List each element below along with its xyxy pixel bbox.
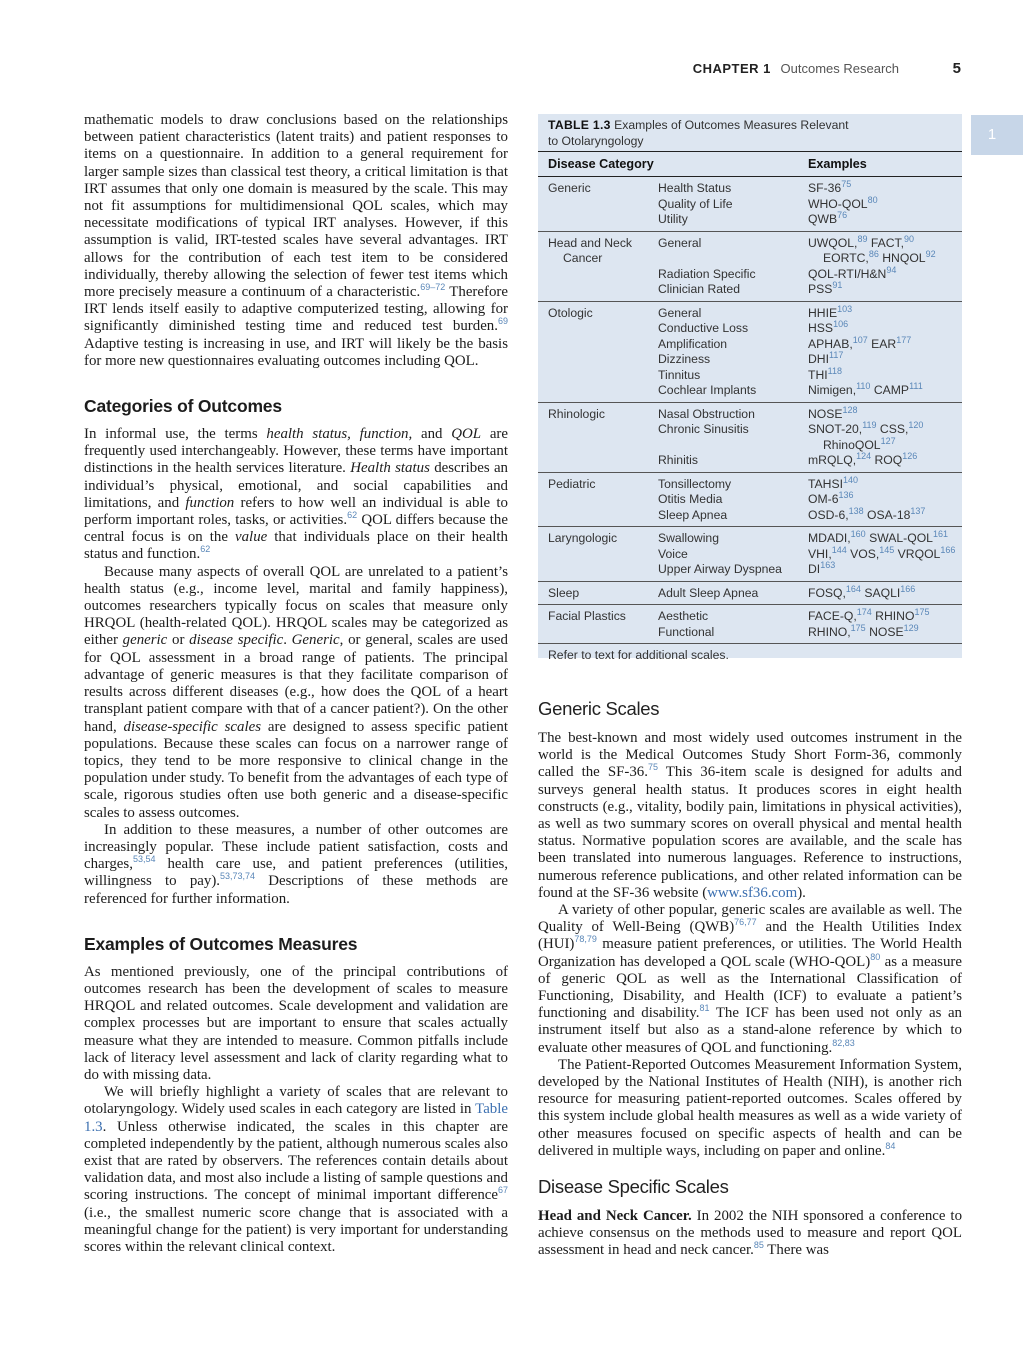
text: describes an individual’s physical, emotional, and social capabilities and limitations, and xyxy=(84,460,508,511)
citation[interactable]: 62 xyxy=(347,510,358,521)
subcategory-cell: Quality of Life xyxy=(658,196,733,211)
table-line xyxy=(538,279,962,298)
category-cell: Head and Neck xyxy=(548,235,633,250)
examples-cell xyxy=(808,365,842,382)
subcategory-cell: Swallowing xyxy=(658,531,719,545)
table-row-group xyxy=(538,177,962,232)
table-line xyxy=(538,528,962,547)
examples-cell xyxy=(823,435,896,452)
citation[interactable]: 69 xyxy=(497,316,508,327)
subcategory-cell: Cochlear Implants xyxy=(658,383,757,397)
citation: 80 xyxy=(867,194,878,205)
table-caption xyxy=(538,114,962,151)
subcategory-cell: Clinician Rated xyxy=(658,282,740,296)
text: A variety of other popular, generic scales are available as well. The Quality of Well-Being (QWB) xyxy=(538,902,962,936)
scale-name: OSD-6, xyxy=(808,507,849,522)
run-in-heading: Head and Neck Cancer. xyxy=(538,1208,692,1225)
table-line xyxy=(538,505,962,524)
paragraph xyxy=(84,112,508,370)
paragraph: As mentioned previously, one of the principal contributions of outcomes research has been the development of scales to measure HRQOL and related outcomes. Scale development and validation are complex processes but are important to ensure that scales actually measure what they are intended to measure. Common pitfalls include lack of literacy level assessment and lack of clarity regarding what to do with missing data. xyxy=(84,963,508,1083)
scale-name: HHIE xyxy=(808,305,838,320)
examples-cell xyxy=(808,583,916,600)
citation[interactable]: 82,83 xyxy=(832,1037,855,1048)
examples-cell xyxy=(808,334,912,351)
citation: 136 xyxy=(838,489,854,500)
examples-cell xyxy=(808,559,836,576)
table-row-group xyxy=(538,302,962,403)
category-cell: Laryngologic xyxy=(548,531,618,545)
citation: 127 xyxy=(880,435,896,446)
citation: 86 xyxy=(868,248,879,259)
citation: 120 xyxy=(908,419,924,430)
category-cell: Facial Plastics xyxy=(548,609,626,623)
paragraph xyxy=(84,1084,508,1256)
table-line xyxy=(538,404,962,423)
citation: 111 xyxy=(909,380,923,391)
examples-cell xyxy=(808,178,852,195)
text: as a measure of generic QOL as well as the International Classification of Functioning, Disability, and Health (ICF) to evaluate a patient’s functioning and disability. xyxy=(538,953,962,1022)
scale-name: VOS, xyxy=(846,546,880,561)
paragraph xyxy=(538,1057,962,1160)
subcategory-cell: Rhinitis xyxy=(658,453,698,467)
citation: 138 xyxy=(848,505,864,516)
term: value xyxy=(235,529,268,546)
table-line xyxy=(538,583,962,602)
examples-cell xyxy=(808,349,844,366)
text: . Unless otherwise indicated, the scales in this chapter are completed independently by the patient, although numerous scales also exist that are rated by observers. The references contain details about validation data, and most also include a listing of sample questions and scoring instructions. The concept of minimal important difference xyxy=(84,1118,508,1204)
examples-cell xyxy=(808,318,849,335)
category-cell: Otologic xyxy=(548,305,593,320)
table-line xyxy=(538,178,962,197)
category-cell: Sleep xyxy=(548,585,580,600)
scale-name: EAR xyxy=(867,336,897,351)
citation[interactable]: 85 xyxy=(753,1240,764,1251)
table-line xyxy=(538,233,962,252)
subcategory-cell: Functional xyxy=(658,624,715,639)
examples-cell xyxy=(808,474,859,491)
text: The Patient-Reported Outcomes Measurement Information System, developed by the National Institutes of Health (NIH), is another rich resource for measuring patient-reported outcomes. Scales offered by this system include global health measures as well as a wide variety of other measures focused on specific aspects of health and can be delivered in multiple ways, including on paper and online. xyxy=(538,1056,962,1159)
table-line xyxy=(538,209,962,228)
subcategory-cell: Tinnitus xyxy=(658,367,701,382)
column-header-category: Disease Category xyxy=(548,157,654,171)
citation: 164 xyxy=(845,583,861,594)
examples-cell xyxy=(808,209,848,226)
text: Therefore IRT lends itself easily to adaptive computerized testing, allowing for significantly diminished testing time and reduced test burden. xyxy=(84,284,508,335)
chapter-label: CHAPTER 1 xyxy=(692,61,771,76)
text: , or general, scales are used for QOL assessment in a broad range of patients. The principal advantage of generic measures is that they facilitate comparison of results across different diseases (e.g., how does the QOL of a heart transplant patient compare with that of a cancer patient?). On the other hand, xyxy=(84,632,508,735)
section-heading-disease-specific: Disease Specific Scales xyxy=(538,1176,729,1198)
table-line xyxy=(538,334,962,353)
citation: 126 xyxy=(902,450,918,461)
subcategory-cell: Chronic Sinusitis xyxy=(658,422,749,436)
scale-name: QWB xyxy=(808,212,838,226)
examples-cell xyxy=(808,233,915,250)
paragraph xyxy=(84,426,508,564)
citation[interactable]: 76,77 xyxy=(734,917,757,928)
citation: 110 xyxy=(856,380,871,391)
citation[interactable]: 69–72 xyxy=(420,282,446,293)
scale-name: HSS xyxy=(808,321,834,335)
scale-name: RHINO, xyxy=(808,624,851,639)
text: and the Health Utilities Index (HUI) xyxy=(538,919,962,953)
citation[interactable]: 67 xyxy=(497,1185,508,1196)
term: Health status xyxy=(350,460,430,477)
subcategory-cell: Aesthetic xyxy=(658,609,709,623)
scale-name: NOSE xyxy=(808,406,843,421)
scale-name: RHINO xyxy=(871,609,915,623)
table-caption-line2: to Otolaryngology xyxy=(548,133,644,148)
paragraph xyxy=(538,1208,962,1260)
table-line xyxy=(538,544,962,563)
category-cell: Rhinologic xyxy=(548,406,605,421)
table-line xyxy=(538,474,962,493)
examples-cell xyxy=(808,489,854,506)
term: disease-specific scales xyxy=(123,718,262,735)
scale-name: WHO-QOL xyxy=(808,196,868,211)
scale-name: VRQOL xyxy=(894,546,941,561)
text: measure patient preferences, or utilities. The World Health Organization has developed a QOL scale (WHO-QOL) xyxy=(538,936,962,970)
paragraph xyxy=(538,730,962,902)
text: The best-known and most widely used outcomes instrument in the world is the Medical Outcomes Study Short Form-36, commonly called the SF-36. xyxy=(538,730,962,781)
subcategory-cell: Adult Sleep Apnea xyxy=(658,585,759,600)
page-number: 5 xyxy=(952,60,961,77)
table-line xyxy=(538,303,962,322)
scale-name: OSA-18 xyxy=(863,507,911,522)
term: QOL xyxy=(451,426,482,443)
table-row-group xyxy=(538,403,962,473)
scale-name: OM-6 xyxy=(808,492,839,506)
scale-name: NOSE xyxy=(865,624,904,639)
scale-name: TAHSI xyxy=(808,476,843,491)
term: function xyxy=(185,494,235,511)
table-link[interactable]: Table 1.3 xyxy=(84,1101,508,1135)
text: that individuals place on their health status and function. xyxy=(84,529,508,563)
running-header xyxy=(693,60,961,77)
scale-name: PSS xyxy=(808,282,833,296)
scale-name: VHI, xyxy=(808,546,832,561)
text: The ICF has been used not only as an instrument itself but also as a stand-alone reference by which to evaluate other measures of QOL and functioning. xyxy=(538,1005,962,1056)
subcategory-cell: General xyxy=(658,235,702,250)
text: or xyxy=(167,632,190,649)
citation[interactable]: 84 xyxy=(885,1140,896,1151)
examples-cell xyxy=(808,419,924,436)
subcategory-cell: Dizziness xyxy=(658,352,711,366)
subcategory-cell: Tonsillectomy xyxy=(658,476,732,491)
citation: 177 xyxy=(896,334,912,345)
table-line xyxy=(538,622,962,641)
text: ). xyxy=(797,884,806,901)
citation: 175 xyxy=(850,622,866,633)
table-line xyxy=(538,435,962,454)
text: Descriptions of these methods are referenced for further information. xyxy=(84,873,508,907)
subcategory-cell: Upper Airway Dyspnea xyxy=(658,562,782,576)
text: and xyxy=(412,426,452,443)
citation: 128 xyxy=(842,404,858,415)
citation[interactable]: 80 xyxy=(870,951,881,962)
text: are designed to assess specific patient populations. Because these scales can focus on a narrower range of topics, they tend to be more responsive to clinical change in the population under study. To benefit from the advantages of each type of scale, rigorous studies often use both generic and a disease-specific scales to assess outcomes. xyxy=(84,718,509,821)
scale-name: QOL-RTI/H&N xyxy=(808,266,887,281)
text: Because many aspects of overall QOL are unrelated to a patient’s health status (e.g., income level, marital and family happiness), outcomes researchers typically focus on scales that measure only HRQOL (health-related QOL). HRQOL scales may be categorized as either xyxy=(84,563,508,649)
section-heading-examples: Examples of Outcomes Measures xyxy=(84,933,358,954)
text: . xyxy=(283,632,292,649)
table-line xyxy=(538,380,962,399)
table-line xyxy=(538,419,962,438)
citation[interactable]: 78,79 xyxy=(574,934,597,945)
subcategory-cell: Nasal Obstruction xyxy=(658,406,755,421)
thumb-tab-number: 1 xyxy=(987,126,997,143)
citation: 175 xyxy=(914,606,930,617)
citation: 129 xyxy=(903,622,919,633)
citation: 90 xyxy=(904,233,915,244)
examples-cell xyxy=(808,622,919,639)
examples-cell xyxy=(808,450,918,467)
table-label: TABLE 1.3 xyxy=(548,118,611,132)
scale-name: SWAL-QOL xyxy=(865,531,933,545)
text: health care use, and patient preferences (utilities, willingness to pay). xyxy=(84,856,508,890)
citation: 119 xyxy=(862,419,877,430)
scale-name: SNOT-20, xyxy=(808,422,863,436)
text: We will briefly highlight a variety of scales that are relevant to otolaryngology. Widely used scales in each category are listed in xyxy=(84,1084,508,1118)
scale-name: DI xyxy=(808,562,821,576)
scale-name: MDADI, xyxy=(808,531,851,545)
table-caption-line1: Examples of Outcomes Measures Relevant xyxy=(614,118,849,132)
citation[interactable]: 62 xyxy=(200,544,211,555)
term: Generic xyxy=(291,632,340,649)
examples-cell xyxy=(808,194,878,211)
examples-cell xyxy=(808,606,930,623)
text: This 36-item scale is designed for adults and surveys general health status. It produces scores in eight health constructs (e.g., vitality, bodily pain, limitations in physical activities), as well as two summary scores on overall physical and mental health status. Normative population scores are available, and the scale has been translated into numerous languages. Reference to instructions, numerous reference publications, and other related information can be found at the SF-36 website ( xyxy=(538,764,962,901)
table-line xyxy=(538,606,962,625)
citation: 75 xyxy=(841,178,852,189)
citation: 106 xyxy=(833,318,849,329)
text: are frequently used interchangeably. However, these terms have important distinctions in the health services literature. xyxy=(84,426,508,477)
examples-cell xyxy=(808,380,923,397)
category-cell-cont: Cancer xyxy=(563,251,603,265)
scale-name: HNQOL xyxy=(878,251,926,265)
examples-cell xyxy=(808,279,843,296)
citation[interactable]: 53,54 xyxy=(132,854,156,865)
category-cell: Pediatric xyxy=(548,476,596,491)
scale-name: EORTC, xyxy=(823,251,869,265)
examples-cell xyxy=(808,404,858,421)
paragraph xyxy=(84,564,508,822)
term: health status, function, xyxy=(266,426,413,443)
citation: 107 xyxy=(852,334,868,345)
term: generic xyxy=(122,632,168,649)
text: In addition to these measures, a number of other outcomes are increasingly popular. These include patient satisfaction, costs and charges, xyxy=(84,821,508,873)
citation: 103 xyxy=(837,303,853,314)
examples-cell xyxy=(808,264,897,281)
scale-name: THI xyxy=(808,367,828,382)
table-line xyxy=(538,559,962,578)
table-line xyxy=(538,365,962,384)
citation[interactable]: 75 xyxy=(647,762,658,773)
scale-name: SF-36 xyxy=(808,181,842,195)
paragraph xyxy=(84,822,508,908)
subcategory-cell: Radiation Specific xyxy=(658,266,756,281)
scale-name: mRQLQ, xyxy=(808,453,857,467)
citation: 145 xyxy=(879,544,895,555)
subcategory-cell: Utility xyxy=(658,212,688,226)
citation[interactable]: 53,73,74 xyxy=(220,871,256,882)
text: In informal use, the terms xyxy=(84,426,267,443)
table-body xyxy=(538,177,962,644)
text: QOL differs because the central focus is on the xyxy=(84,512,508,546)
citation[interactable]: 81 xyxy=(699,1003,710,1014)
scale-name: FACE-Q, xyxy=(808,609,857,623)
scale-name: SAQLI xyxy=(860,585,901,600)
term: disease specific xyxy=(189,632,284,649)
table-row-group xyxy=(538,582,962,606)
citation: 137 xyxy=(910,505,926,516)
citation: 163 xyxy=(820,559,836,570)
section-heading-generic-scales: Generic Scales xyxy=(538,698,660,719)
text: In 2002 the NIH sponsored a conference to achieve consensus on the methods used to measure and report QOL assessment in head and neck cancer. xyxy=(538,1208,963,1259)
examples-cell xyxy=(808,528,948,545)
text: Adaptive testing is increasing in use, and IRT will likely be the basis for more new questionnaires evaluating outcomes including QOL. xyxy=(84,335,508,369)
scale-name: CAMP xyxy=(870,383,910,397)
citation: 166 xyxy=(940,544,956,555)
text: refers to how well an individual is able to perform important roles, tasks, or activities. xyxy=(84,494,508,529)
table-1-3 xyxy=(538,114,962,662)
scale-name: CSS, xyxy=(876,422,909,436)
chapter-thumb-tab xyxy=(971,115,1023,155)
citation: 117 xyxy=(829,349,844,360)
citation: 174 xyxy=(856,606,872,617)
citation: 166 xyxy=(900,583,916,594)
text: mathematic models to draw conclusions based on the relationships between patient characteristics (latent traits) and patient responses to items on a questionnaire. In addition to a general requirement for larger sample sizes than classical test theory, a critical limitation is that IRT assumes that only one domain is measured by the scale. This may not fit assumptions for multidimensional QOL scales, which may necessitate modifications of typical IRT analyses. However, if this assumption is valid, IRT-tested scales have several advantages. IRT allows for the contribution of each test item to be considered individually, thereby allowing the selection of fewer test items which more precisely measure a continuum of a characteristic. xyxy=(84,112,508,301)
left-column xyxy=(84,112,508,1256)
citation: 140 xyxy=(843,474,859,485)
text: (i.e., the smallest numeric score change that is associated with a meaningful change for the patient) is very important for understanding scores within the relevant clinical context. xyxy=(84,1204,508,1255)
paragraph xyxy=(538,902,962,1057)
citation: 124 xyxy=(856,450,872,461)
examples-cell xyxy=(823,248,936,265)
subcategory-cell: Voice xyxy=(658,546,688,561)
table-footnote: Refer to text for additional scales. xyxy=(548,648,729,662)
citation: 94 xyxy=(886,264,897,275)
right-column xyxy=(538,698,962,1260)
subcategory-cell: Sleep Apnea xyxy=(658,507,728,522)
table-line xyxy=(538,248,962,267)
examples-cell xyxy=(808,505,926,522)
table-row-group xyxy=(538,473,962,528)
sf36-website-link[interactable]: www.sf36.com xyxy=(707,884,798,901)
subcategory-cell: Conductive Loss xyxy=(658,321,749,335)
scale-name: FACT, xyxy=(867,235,905,250)
scale-name: DHI xyxy=(808,352,829,366)
section-heading-categories: Categories of Outcomes xyxy=(84,396,282,417)
scale-name: RhinoQOL xyxy=(823,437,881,452)
examples-cell xyxy=(808,303,853,320)
table-line xyxy=(538,489,962,508)
citation: 118 xyxy=(827,365,842,376)
citation: 161 xyxy=(932,528,948,539)
citation: 91 xyxy=(832,279,843,290)
table-row-group xyxy=(538,232,962,302)
table-row-group xyxy=(538,527,962,582)
citation: 160 xyxy=(850,528,866,539)
category-cell: Generic xyxy=(548,181,591,195)
table-line xyxy=(538,264,962,283)
table-line xyxy=(538,349,962,368)
table-header-row xyxy=(538,151,962,177)
scale-name: Nimigen, xyxy=(808,383,857,397)
subcategory-cell: Otitis Media xyxy=(658,492,723,506)
table-line xyxy=(538,194,962,213)
table-row-group xyxy=(538,605,962,644)
citation: 92 xyxy=(925,248,936,259)
citation: 89 xyxy=(857,233,868,244)
subcategory-cell: General xyxy=(658,305,702,320)
citation: 76 xyxy=(837,209,848,220)
scale-name: APHAB, xyxy=(808,336,853,351)
citation: 144 xyxy=(831,544,847,555)
scale-name: ROQ xyxy=(871,453,903,467)
column-header-examples: Examples xyxy=(808,157,867,171)
subcategory-cell: Health Status xyxy=(658,181,732,195)
chapter-title: Outcomes Research xyxy=(780,61,900,76)
text: There was xyxy=(763,1242,829,1259)
examples-cell xyxy=(808,544,956,561)
scale-name: FOSQ, xyxy=(808,585,846,600)
table-line xyxy=(538,450,962,469)
scale-name: UWQOL, xyxy=(808,235,858,250)
subcategory-cell: Amplification xyxy=(658,336,728,351)
